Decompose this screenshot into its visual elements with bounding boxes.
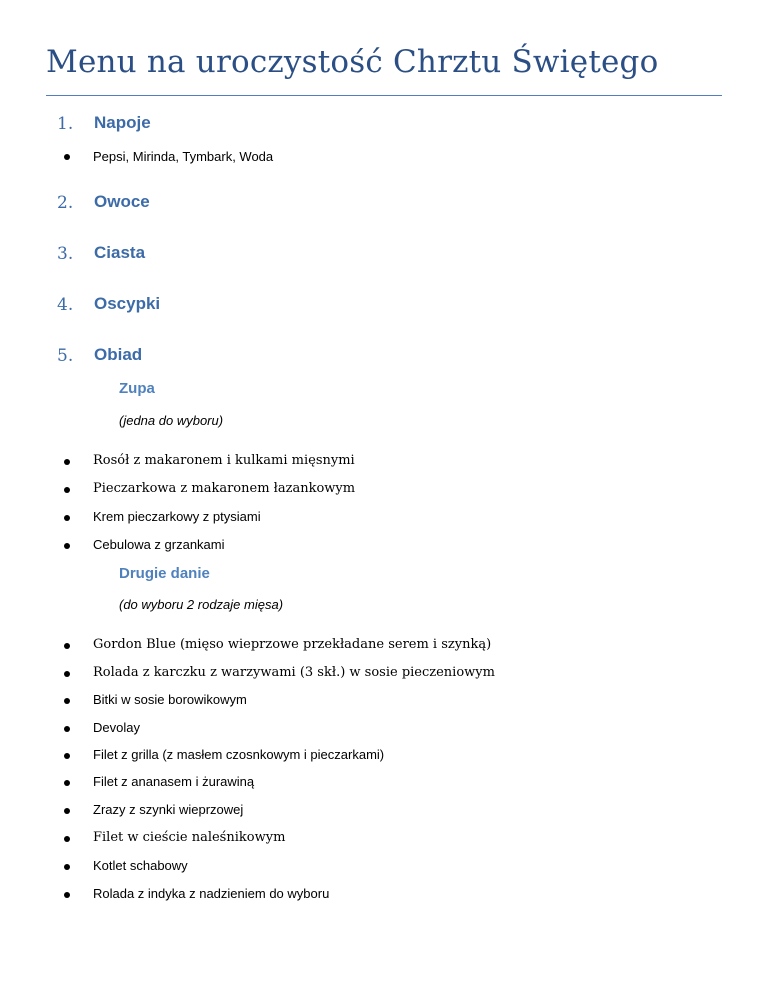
title-underline [46, 95, 722, 96]
bullet-icon [64, 808, 70, 814]
soup-note: (jedna do wyboru) [119, 413, 224, 428]
bullet-icon [64, 543, 70, 549]
list-item: Filet w cieście naleśnikowym [93, 830, 286, 845]
list-item: Rosół z makaronem i kulkami mięsnymi [93, 453, 355, 468]
list-item: Krem pieczarkowy z ptysiami [93, 509, 261, 524]
list-item: Zrazy z szynki wieprzowej [93, 802, 244, 817]
list-item: Rolada z indyka z nadzieniem do wyboru [93, 886, 330, 901]
bullet-icon [64, 671, 70, 677]
main-note: (do wyboru 2 rodzaje mięsa) [119, 597, 284, 612]
section-number: 3. [57, 244, 74, 264]
bullet-icon [64, 726, 70, 732]
bullet-icon [64, 864, 70, 870]
section-number: 4. [57, 295, 74, 315]
bullet-icon [64, 892, 70, 898]
list-item: Devolay [93, 720, 140, 735]
bullet-icon [64, 643, 70, 649]
bullet-icon [64, 459, 70, 465]
list-item: Cebulowa z grzankami [93, 537, 225, 552]
bullet-icon [64, 487, 70, 493]
subheading-drugie-danie: Drugie danie [119, 565, 210, 582]
bullet-icon [64, 836, 70, 842]
bullet-icon [64, 753, 70, 759]
section-number: 2. [57, 193, 74, 213]
section-number: 1. [57, 114, 74, 134]
list-item: Pepsi, Mirinda, Tymbark, Woda [93, 149, 274, 164]
section-heading-ciasta: Ciasta [94, 243, 146, 262]
subheading-zupa: Zupa [119, 380, 155, 397]
bullet-icon [64, 698, 70, 704]
bullet-icon [64, 154, 70, 160]
list-item: Bitki w sosie borowikowym [93, 692, 247, 707]
list-item: Kotlet schabowy [93, 858, 188, 873]
bullet-icon [64, 780, 70, 786]
section-heading-napoje: Napoje [94, 113, 151, 132]
section-heading-owoce: Owoce [94, 192, 150, 211]
section-heading-oscypki: Oscypki [94, 294, 161, 313]
list-item: Filet z ananasem i żurawiną [93, 774, 255, 789]
section-number: 5. [57, 346, 74, 366]
list-item: Rolada z karczku z warzywami (3 skł.) w sosie pieczeniowym [93, 665, 495, 680]
list-item: Pieczarkowa z makaronem łazankowym [93, 481, 356, 496]
list-item: Filet z grilla (z masłem czosnkowym i pieczarkami) [93, 747, 385, 762]
bullet-icon [64, 515, 70, 521]
page-title: Menu na uroczystość Chrztu Świętego [46, 44, 659, 80]
list-item: Gordon Blue (mięso wieprzowe przekładane serem i szynką) [93, 637, 492, 652]
section-heading-obiad: Obiad [94, 345, 143, 364]
